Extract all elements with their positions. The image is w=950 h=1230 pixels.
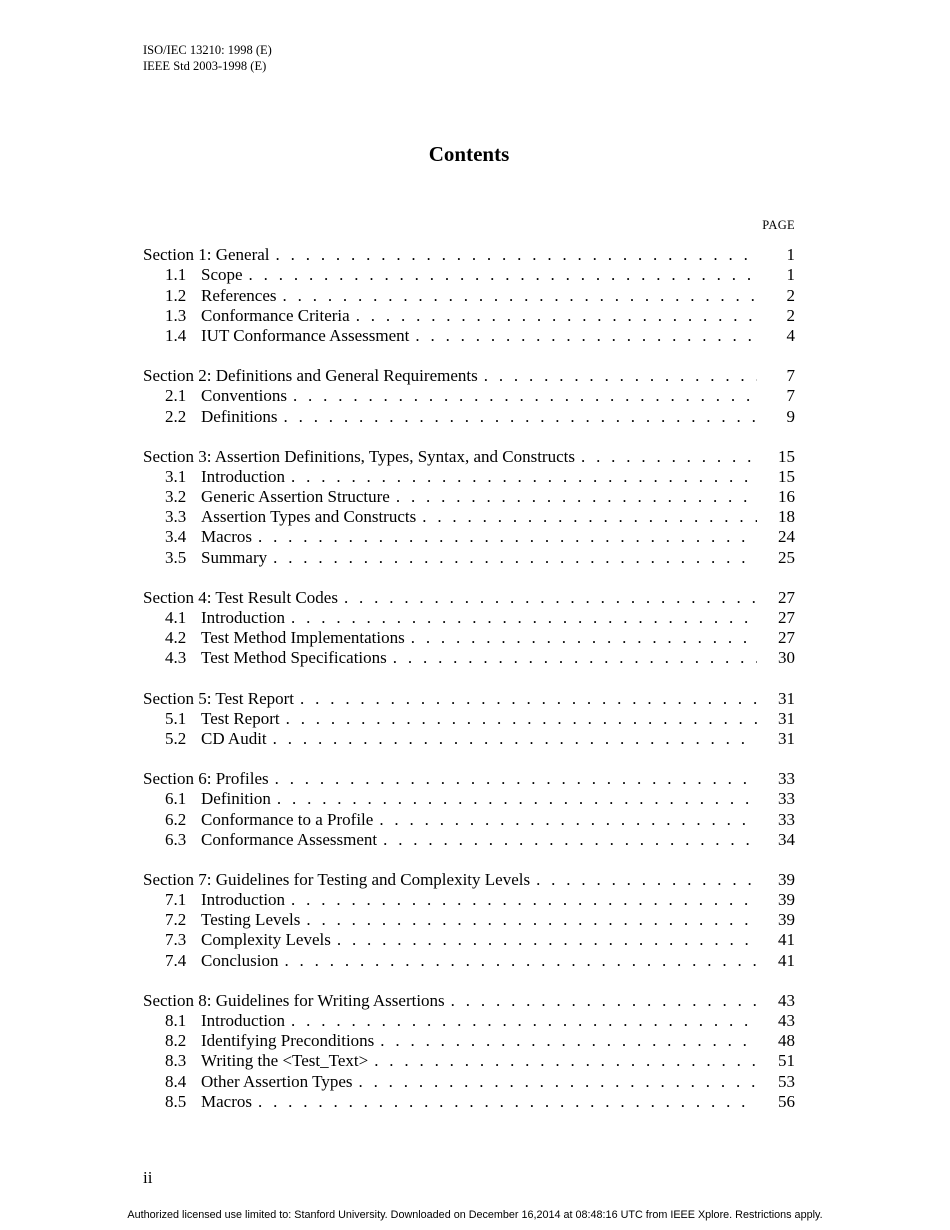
toc-section-title: Section 4: Test Result Codes [143,587,338,607]
toc-subsection-title: Generic Assertion Structure [201,487,390,507]
toc-subsection-label [165,910,300,930]
toc-subsection-label [165,306,350,326]
document-header [143,42,272,74]
toc-leader-dots [243,265,757,285]
toc-subsection-title: Scope [201,265,243,285]
toc-subsection-number: 3.2 [165,487,187,507]
toc-subsection-title: Writing the <Test_Text> [201,1051,369,1071]
toc-subsection-number: 5.1 [165,708,187,728]
toc-page-number: 39 [778,890,795,910]
toc-subsection-number: 8.2 [165,1031,187,1051]
toc-section-block [143,245,795,346]
toc-page-number: 48 [778,1031,795,1051]
toc-subsection-label [165,1072,352,1092]
toc-subsection-entry[interactable] [143,910,795,930]
toc-subsection-label [165,951,278,971]
toc-subsection-number: 1.4 [165,325,187,345]
toc-leader-dots [374,1031,757,1051]
toc-subsection-entry[interactable] [143,507,795,527]
toc-subsection-number: 1.3 [165,305,187,325]
toc-page-number: 41 [778,930,795,950]
toc-subsection-title: Conformance Criteria [201,305,350,325]
toc-section-title: Section 6: Profiles [143,769,269,789]
toc-leader-dots [300,910,757,930]
toc-subsection-entry[interactable] [143,326,795,346]
license-footer: Authorized licensed use limited to: Stanford University. Downloaded on December 16,2014 at 08:48:16 UTC from IEEE Xplore. Restrictions apply. [127,1209,823,1221]
toc-subsection-title: Introduction [201,466,286,486]
toc-subsection-label [165,487,390,507]
toc-section-title: Section 3: Assertion Definitions, Types, Syntax, and Constructs [143,446,575,466]
toc-leader-dots [331,930,757,950]
toc-subsection-title: Test Method Implementations [201,628,405,648]
toc-subsection-label [165,1031,374,1051]
toc-subsection-entry[interactable] [143,830,795,850]
toc-subsection-title: Conformance to a Profile [201,809,374,829]
toc-section-title: Section 2: Definitions and General Requirements [143,366,478,386]
toc-subsection-label [165,1051,368,1071]
toc-leader-dots [387,648,757,668]
toc-subsection-number: 7.4 [165,950,187,970]
toc-subsection-label [165,527,252,547]
toc-subsection-entry[interactable] [143,950,795,970]
toc-subsection-entry[interactable] [143,729,795,749]
toc-subsection-number: 2.2 [165,406,187,426]
toc-subsection-number: 5.2 [165,728,187,748]
toc-subsection-number: 1.1 [165,265,187,285]
toc-leader-dots [390,487,757,507]
toc-section-entry[interactable] [143,769,795,789]
toc-page-number: 27 [778,628,795,648]
toc-page-number: 33 [778,809,795,829]
toc-leader-dots [285,608,757,628]
toc-page-number: 4 [786,325,795,345]
toc-subsection-title: Macros [201,1091,252,1111]
toc-subsection-label [165,407,278,427]
toc-subsection-number: 6.1 [165,789,187,809]
toc-subsection-title: Summary [201,547,268,567]
toc-page-number: 9 [786,406,795,426]
toc-subsection-number: 3.1 [165,466,187,486]
toc-leader-dots [350,306,757,326]
toc-section-block [143,447,795,568]
toc-section-title: Section 8: Guidelines for Writing Assertions [143,990,445,1010]
toc-section-block [143,588,795,669]
toc-subsection-label [165,709,280,729]
toc-subsection-label [165,265,243,285]
toc-subsection-label [165,648,387,668]
toc-leader-dots [267,729,757,749]
toc-subsection-title: Introduction [201,1011,286,1030]
toc-leader-dots [368,1051,757,1071]
toc-section-entry[interactable] [143,991,795,1011]
toc-subsection-number: 7.3 [165,930,187,950]
toc-subsection-title: References [201,285,277,305]
toc-subsection-number: 3.3 [165,507,187,527]
toc-subsection-label [165,810,373,830]
toc-subsection-entry[interactable] [143,789,795,809]
toc-subsection-number: 3.5 [165,547,187,567]
header-standard-iso: ISO/IEC 13210: 1998 (E) [143,43,272,57]
toc-leader-dots [270,245,757,265]
toc-leader-dots [271,789,757,809]
toc-subsection-label [165,1011,285,1031]
toc-section-block [143,870,795,971]
toc-subsection-title: Definition [201,789,271,809]
toc-subsection-label [165,930,331,950]
toc-subsection-label [165,729,267,749]
toc-subsection-number: 8.1 [165,1011,187,1030]
toc-page-number: 2 [786,285,795,305]
toc-page-number: 53 [778,1071,795,1091]
toc-subsection-entry[interactable] [143,709,795,729]
toc-subsection-entry[interactable] [143,306,795,326]
toc-section-block [143,991,795,1112]
toc-page-number: 51 [778,1051,795,1071]
toc-subsection-entry[interactable] [143,648,795,668]
toc-subsection-entry[interactable] [143,487,795,507]
toc-page-number: 15 [778,446,795,466]
toc-subsection-label [165,628,405,648]
toc-subsection-entry[interactable] [143,1092,795,1112]
toc-subsection-title: Macros [201,527,252,547]
toc-page-number: 30 [778,648,795,668]
toc-page-number: 27 [778,587,795,607]
toc-subsection-title: Conventions [201,386,287,406]
toc-page-number: 39 [778,910,795,930]
toc-page-number: 1 [786,265,795,285]
toc-subsection-number: 7.2 [165,910,187,930]
toc-page-number: 7 [786,386,795,406]
toc-leader-dots [267,548,757,568]
toc-section-entry[interactable] [143,688,795,708]
toc-subsection-number: 8.5 [165,1091,187,1111]
toc-section-title: Section 7: Guidelines for Testing and Complexity Levels [143,869,531,889]
toc-subsection-entry[interactable] [143,628,795,648]
toc-subsection-label [165,789,271,809]
toc-leader-dots [338,588,757,608]
toc-subsection-number: 4.2 [165,628,187,648]
toc-page-number: 2 [786,305,795,325]
toc-leader-dots [409,326,757,346]
toc-subsection-label [165,608,285,628]
toc-page-number: 31 [778,688,795,708]
toc-subsection-entry[interactable] [143,1071,795,1091]
toc-leader-dots [445,991,757,1011]
toc-page-number: 33 [778,769,795,789]
toc-subsection-title: Introduction [201,608,286,627]
toc-leader-dots [373,810,757,830]
toc-subsection-entry[interactable] [143,1031,795,1051]
toc-leader-dots [294,689,757,709]
toc-subsection-title: Other Assertion Types [201,1071,353,1091]
toc-subsection-title: Introduction [201,890,286,910]
toc-subsection-entry[interactable] [143,930,795,950]
toc-subsection-number: 8.4 [165,1071,187,1091]
toc-leader-dots [530,870,757,890]
toc-subsection-label [165,286,277,306]
toc-subsection-entry[interactable] [143,809,795,829]
toc-section-entry[interactable] [143,245,795,265]
toc-subsection-label [165,467,285,487]
toc-page-number: 25 [778,547,795,567]
toc-section-entry[interactable] [143,870,795,890]
toc-section-block [143,688,795,749]
toc-page-number: 15 [778,466,795,486]
toc-subsection-number: 2.1 [165,386,187,406]
toc-leader-dots [405,628,757,648]
toc-subsection-entry[interactable] [143,265,795,285]
page-title: Contents [428,142,510,166]
toc-subsection-entry[interactable] [143,527,795,547]
toc-section-block [143,366,795,427]
toc-subsection-entry[interactable] [143,1011,795,1031]
toc-subsection-label [165,890,285,910]
toc-leader-dots [377,830,757,850]
toc-subsection-title: Testing Levels [201,910,301,930]
toc-subsection-entry[interactable] [143,406,795,426]
toc-leader-dots [269,769,757,789]
toc-page-number: 1 [786,245,795,265]
toc-page-number: 39 [778,869,795,889]
toc-leader-dots [278,951,757,971]
toc-page-number: 33 [778,789,795,809]
toc-leader-dots [285,1011,757,1031]
toc-subsection-entry[interactable] [143,608,795,628]
table-of-contents [143,245,795,1132]
toc-subsection-number: 3.4 [165,527,187,547]
toc-page-number: 24 [778,527,795,547]
toc-leader-dots [252,527,757,547]
toc-section-entry[interactable] [143,588,795,608]
toc-page-number: 56 [778,1091,795,1111]
toc-subsection-entry[interactable] [143,467,795,487]
toc-leader-dots [278,407,758,427]
toc-subsection-title: CD Audit [201,728,267,748]
toc-subsection-title: Complexity Levels [201,930,331,950]
toc-page-number: 27 [778,608,795,627]
toc-section-title: Section 5: Test Report [143,688,295,708]
header-standard-ieee: IEEE Std 2003-1998 (E) [143,59,267,73]
toc-subsection-entry[interactable] [143,547,795,567]
page-folio: ii [143,1168,153,1187]
toc-subsection-number: 8.3 [165,1051,187,1071]
toc-page-number: 18 [778,507,795,527]
toc-leader-dots [252,1092,757,1112]
toc-subsection-title: IUT Conformance Assessment [201,325,410,345]
toc-subsection-title: Conformance Assessment [201,829,378,849]
toc-subsection-number: 6.3 [165,829,187,849]
toc-leader-dots [285,890,757,910]
toc-subsection-title: Test Method Specifications [201,648,387,668]
toc-leader-dots [280,709,757,729]
toc-subsection-entry[interactable] [143,890,795,910]
toc-section-entry[interactable] [143,366,795,386]
toc-leader-dots [416,507,757,527]
toc-subsection-label [165,326,409,346]
toc-page-number: 34 [778,829,795,849]
toc-subsection-number: 1.2 [165,285,187,305]
toc-subsection-title: Definitions [201,406,278,426]
toc-leader-dots [478,366,757,386]
toc-subsection-label [165,507,416,527]
toc-subsection-label [165,1092,252,1112]
toc-subsection-entry[interactable] [143,1051,795,1071]
toc-subsection-number: 4.3 [165,648,187,668]
toc-subsection-number: 7.1 [165,890,187,910]
toc-subsection-title: Conclusion [201,950,279,970]
toc-subsection-title: Identifying Preconditions [201,1031,375,1051]
toc-leader-dots [575,447,757,467]
toc-page-number: 7 [786,366,795,386]
toc-section-entry[interactable] [143,447,795,467]
toc-page-number: 41 [778,950,795,970]
toc-leader-dots [287,386,757,406]
toc-subsection-label [165,830,377,850]
toc-page-number: 31 [778,728,795,748]
toc-subsection-label [165,548,267,568]
toc-subsection-number: 4.1 [165,608,187,627]
toc-subsection-title: Test Report [201,708,280,728]
toc-subsection-title: Assertion Types and Constructs [201,507,417,527]
toc-leader-dots [352,1072,757,1092]
toc-section-block [143,769,795,850]
toc-leader-dots [277,286,757,306]
toc-subsection-number: 6.2 [165,809,187,829]
toc-subsection-label [165,386,287,406]
toc-section-title: Section 1: General [143,245,270,265]
toc-subsection-entry[interactable] [143,386,795,406]
toc-subsection-entry[interactable] [143,285,795,305]
toc-page-number: 16 [778,487,795,507]
toc-leader-dots [285,467,757,487]
toc-page-number: 31 [778,708,795,728]
toc-page-number: 43 [778,1011,795,1030]
toc-page-number: 43 [778,990,795,1010]
page-column-heading: PAGE [762,218,795,232]
